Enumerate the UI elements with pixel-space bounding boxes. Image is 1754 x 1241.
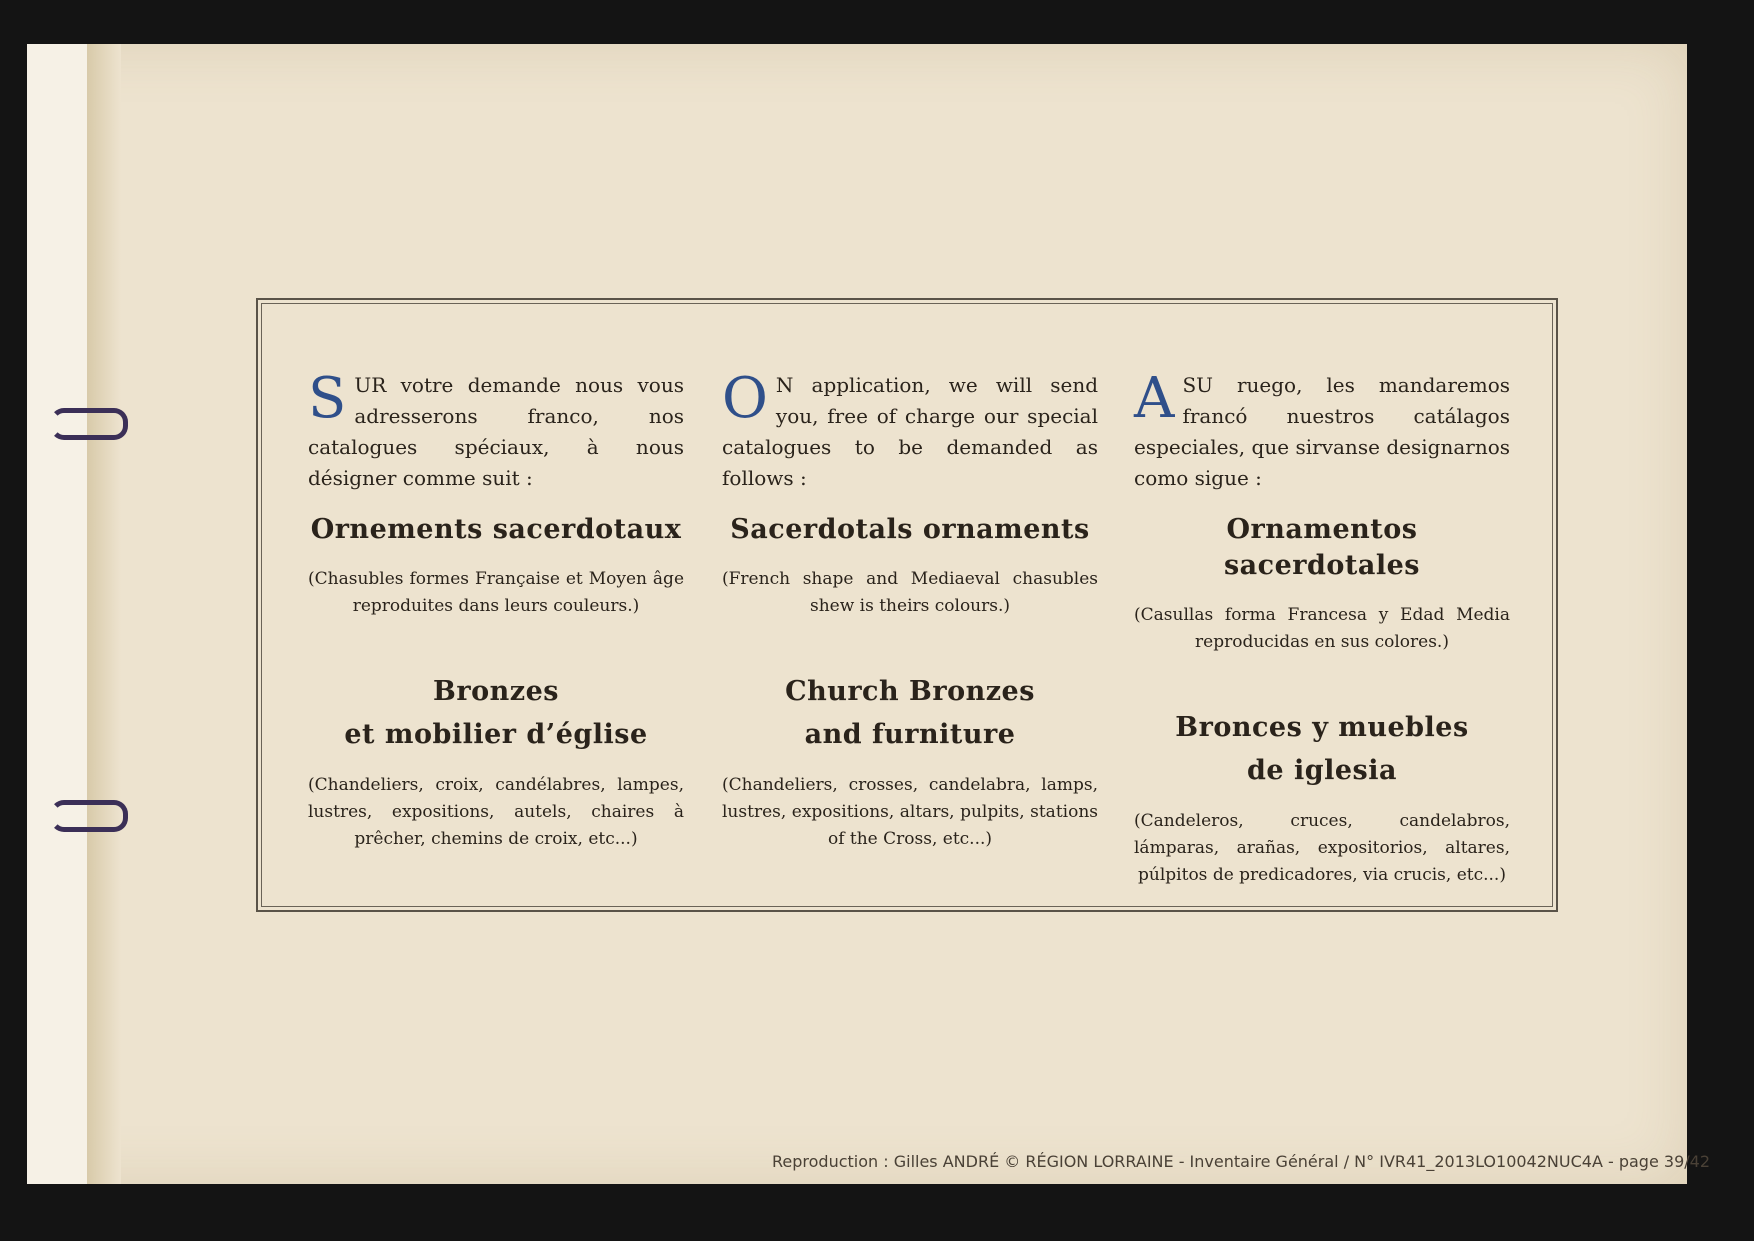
section-description-ornaments: (Casullas forma Francesa y Edad Media reproducidas en sus colores.)	[1134, 605, 1510, 652]
heading-line-1: Bronzes	[433, 676, 559, 707]
intro-text: N application, we will send you, free of charge our special catalogues to be demanded as follows :	[722, 373, 1098, 490]
section-description-ornaments: (French shape and Mediaeval chasubles shew is theirs colours.)	[722, 569, 1098, 616]
reproduction-credit: Reproduction : Gilles ANDRÉ © RÉGION LORRAINE - Inventaire Général / N° IVR41_2013LO10042NUC4A - page 39/42	[772, 1152, 1710, 1171]
section-description-bronzes: (Chandeliers, croix, candélabres, lampes, lustres, expositions, autels, chaires à prêcher, chemins de croix, etc...)	[308, 775, 684, 849]
heading-line-2: and furniture	[804, 719, 1016, 750]
dropcap: S	[308, 366, 347, 431]
heading-line-1: Church Bronzes	[785, 676, 1035, 707]
section-heading-ornaments: Sacerdotals ornaments	[730, 514, 1090, 545]
intro-text: UR votre demande nous vous adresserons franco, nos catalogues spéciaux, à nous désigner comme suit :	[308, 373, 684, 490]
column-spanish	[1134, 366, 1510, 889]
column-english	[722, 366, 1098, 853]
intro-paragraph	[1134, 366, 1510, 490]
intro-paragraph	[308, 366, 684, 490]
section-heading-bronzes	[1134, 706, 1510, 792]
section-heading-bronzes	[722, 670, 1098, 756]
dropcap: A	[1134, 366, 1175, 431]
dropcap: O	[722, 366, 768, 431]
section-description-bronzes: (Candeleros, cruces, candelabros, lámparas, arañas, expositorios, altares, púlpitos de predicadores, via crucis, etc...)	[1134, 811, 1510, 885]
column-french	[308, 366, 684, 853]
heading-line-1: Bronces y muebles	[1175, 712, 1469, 743]
intro-paragraph	[722, 366, 1098, 490]
intro-text: SU ruego, les mandaremos francó nuestros catálagos especiales, que sirvanse designarnos como sigue :	[1134, 373, 1510, 490]
heading-line-2: de iglesia	[1247, 755, 1397, 786]
section-description-ornaments: (Chasubles formes Française et Moyen âge reproduites dans leurs couleurs.)	[308, 569, 684, 616]
section-heading-ornaments: Ornements sacerdotaux	[310, 514, 682, 545]
binding-ring-bottom	[50, 800, 128, 832]
page-gutter	[87, 44, 121, 1184]
section-description-bronzes: (Chandeliers, crosses, candelabra, lamps, lustres, expositions, altars, pulpits, stations of the Cross, etc...)	[722, 775, 1098, 849]
section-heading-bronzes	[308, 670, 684, 756]
section-heading-ornaments: Ornamentos sacerdotales	[1223, 514, 1421, 581]
binding-strip	[27, 44, 89, 1184]
binding-ring-top	[50, 408, 128, 440]
heading-line-2: et mobilier d’église	[344, 719, 648, 750]
